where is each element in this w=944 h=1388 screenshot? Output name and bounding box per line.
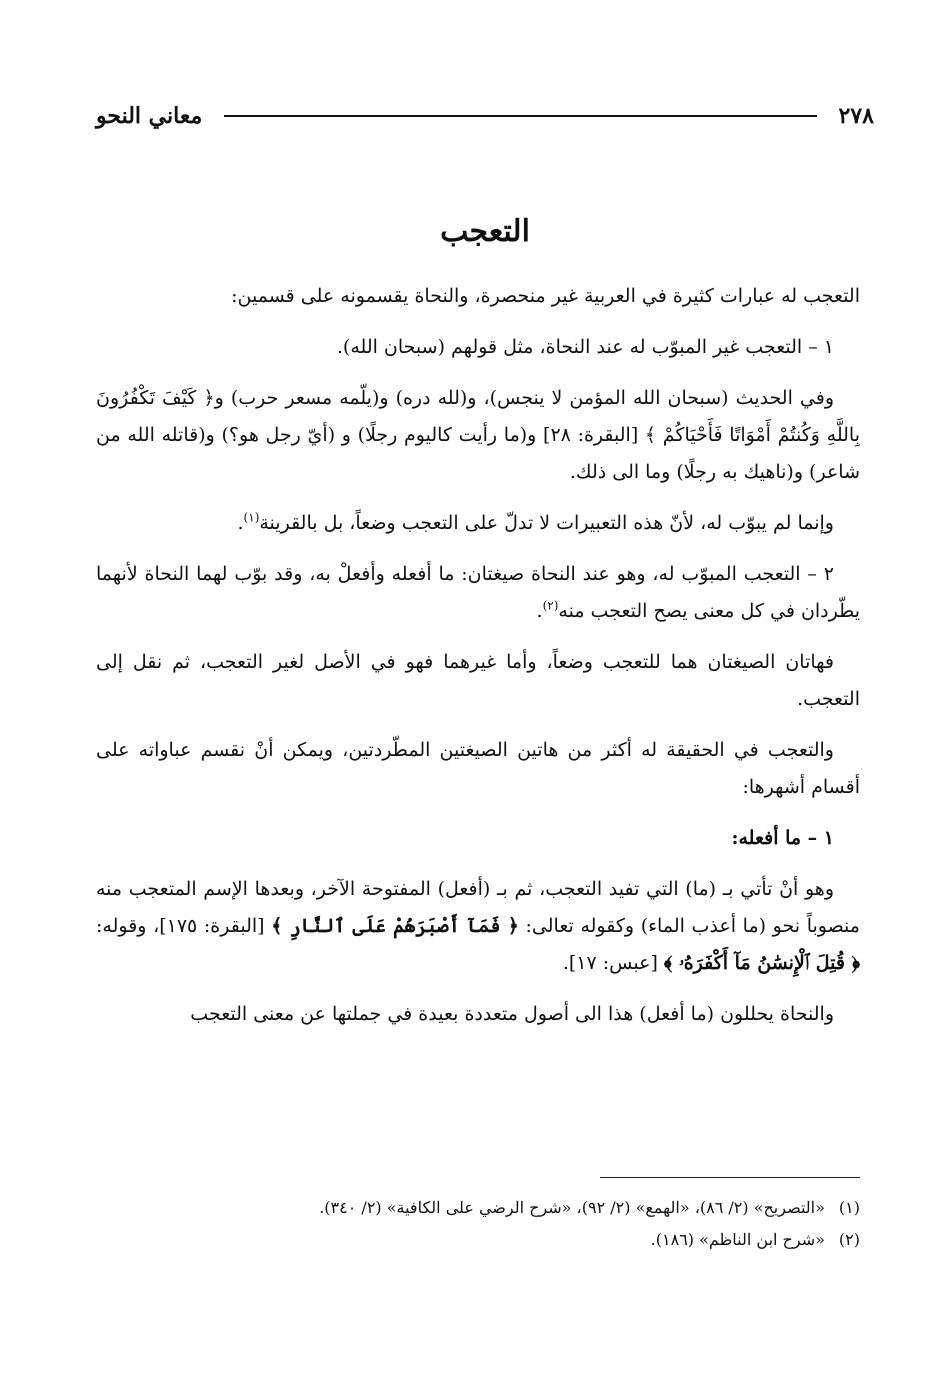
running-header — [96, 98, 874, 134]
footnote-separator — [600, 1177, 860, 1178]
book-title: معاني النحو — [96, 103, 203, 129]
footnote-2 — [96, 1224, 860, 1256]
footnote-1 — [96, 1192, 860, 1224]
paragraph-type-2-text: ٢ – التعجب المبوّب له، وهو عند النحاة صيغتان: ما أفعله وأفعلْ به، وقد بوّب لهما النحاة لأنهما يطّردان في كل معنى يصح التعجب منه — [96, 563, 860, 622]
body-text — [96, 278, 860, 1047]
paragraph-type-2-end: . — [536, 600, 543, 622]
paragraph-ma-afalahu-text: وهو أنْ تأتي بـ (ما) التي تفيد التعجب، ثم بـ (أفعل) المفتوحة الآخر، وبعدها الإسم المتعجب منه منصوباً نحو (ما أعذب الماء) وكقوله تعالى: — [96, 878, 860, 937]
paragraph-type-2 — [96, 556, 860, 630]
paragraph-reason-text: وإنما لم يبوّب له، لأنّ هذه التعبيرات لا تدلّ على التعجب وضعاً، بل بالقرينة — [259, 512, 834, 534]
citation-baqarah: [البقرة: ١٧٥]، وقوله: — [96, 915, 265, 937]
footnote-ref-2[interactable]: (٢) — [542, 598, 559, 613]
paragraph-two-forms: فهاتان الصيغتان هما للتعجب وضعاً، وأما غيرهما فهو في الأصل لغير التعجب، ثم نقل إلى التعجب. — [96, 651, 860, 710]
paragraph-ma-afalahu — [96, 871, 860, 982]
quran-verse-1: ﴿ فَمَآ أَصْبَرَهُمْ عَلَى ٱلنَّارِ ﴾ — [271, 915, 519, 937]
footnote-text: «شرح ابن الناظم» (١٨٦). — [650, 1230, 825, 1249]
paragraph-hadith-examples: وفي الحديث (سبحان الله المؤمن لا ينجس)، و(لله دره) و(يلّمه مسعر حرب) و﴿ كَيْفَ تَكْفُرُونَ بِاللَّهِ وَكُنتُمْ أَمْوَاتًا فَأَحْيَاكُمْ ﴾ [البقرة: ٢٨] و(ما رأيت كاليوم رجلًا) و (أيّ رجل هو؟) و(قاتله الله من شاعر) و(ناهيك به رجلًا) وما الى ذلك. — [96, 387, 860, 483]
paragraph-categories: والتعجب في الحقيقة له أكثر من هاتين الصيغتين المطّردتين، ويمكن أنْ نقسم عباواته على أقسام أشهرها: — [96, 739, 860, 798]
page-number: ٢٧٨ — [838, 103, 874, 129]
paragraph-type-1: ١ – التعجب غير المبوّب له عند النحاة، مثل قولهم (سبحان الله). — [336, 336, 834, 358]
footnote-text: «التصريح» (٢/ ٨٦)، «الهمع» (٢/ ٩٢)، «شرح الرضي على الكافية» (٢/ ٣٤٠). — [319, 1198, 825, 1217]
paragraph-analysis: والنحاة يحللون (ما أفعل) هذا الى أصول متعددة بعيدة في جملتها عن معنى التعجب — [190, 1003, 834, 1025]
paragraph-reason-end: . — [237, 512, 244, 534]
paragraph-reason — [96, 505, 860, 542]
subheading-ma-afalahu: ١ – ما أفعله: — [731, 827, 834, 849]
citation-abasa: [عبس: ١٧]. — [562, 952, 658, 974]
section-title: التعجب — [440, 214, 530, 249]
quran-verse-2: ﴿ قُتِلَ ٱلْإِنسَٰنُ مَآ أَكْفَرَهُۥ ﴾ — [663, 952, 860, 974]
footnote-number: (٢) — [838, 1230, 860, 1249]
footnote-number: (١) — [838, 1198, 860, 1217]
paragraph-intro: التعجب له عبارات كثيرة في العربية غير منحصرة، والنحاة يقسمونه على قسمين: — [231, 285, 860, 307]
footnote-ref-1[interactable]: (١) — [243, 510, 260, 525]
footnotes — [96, 1192, 860, 1256]
header-rule — [224, 115, 816, 117]
